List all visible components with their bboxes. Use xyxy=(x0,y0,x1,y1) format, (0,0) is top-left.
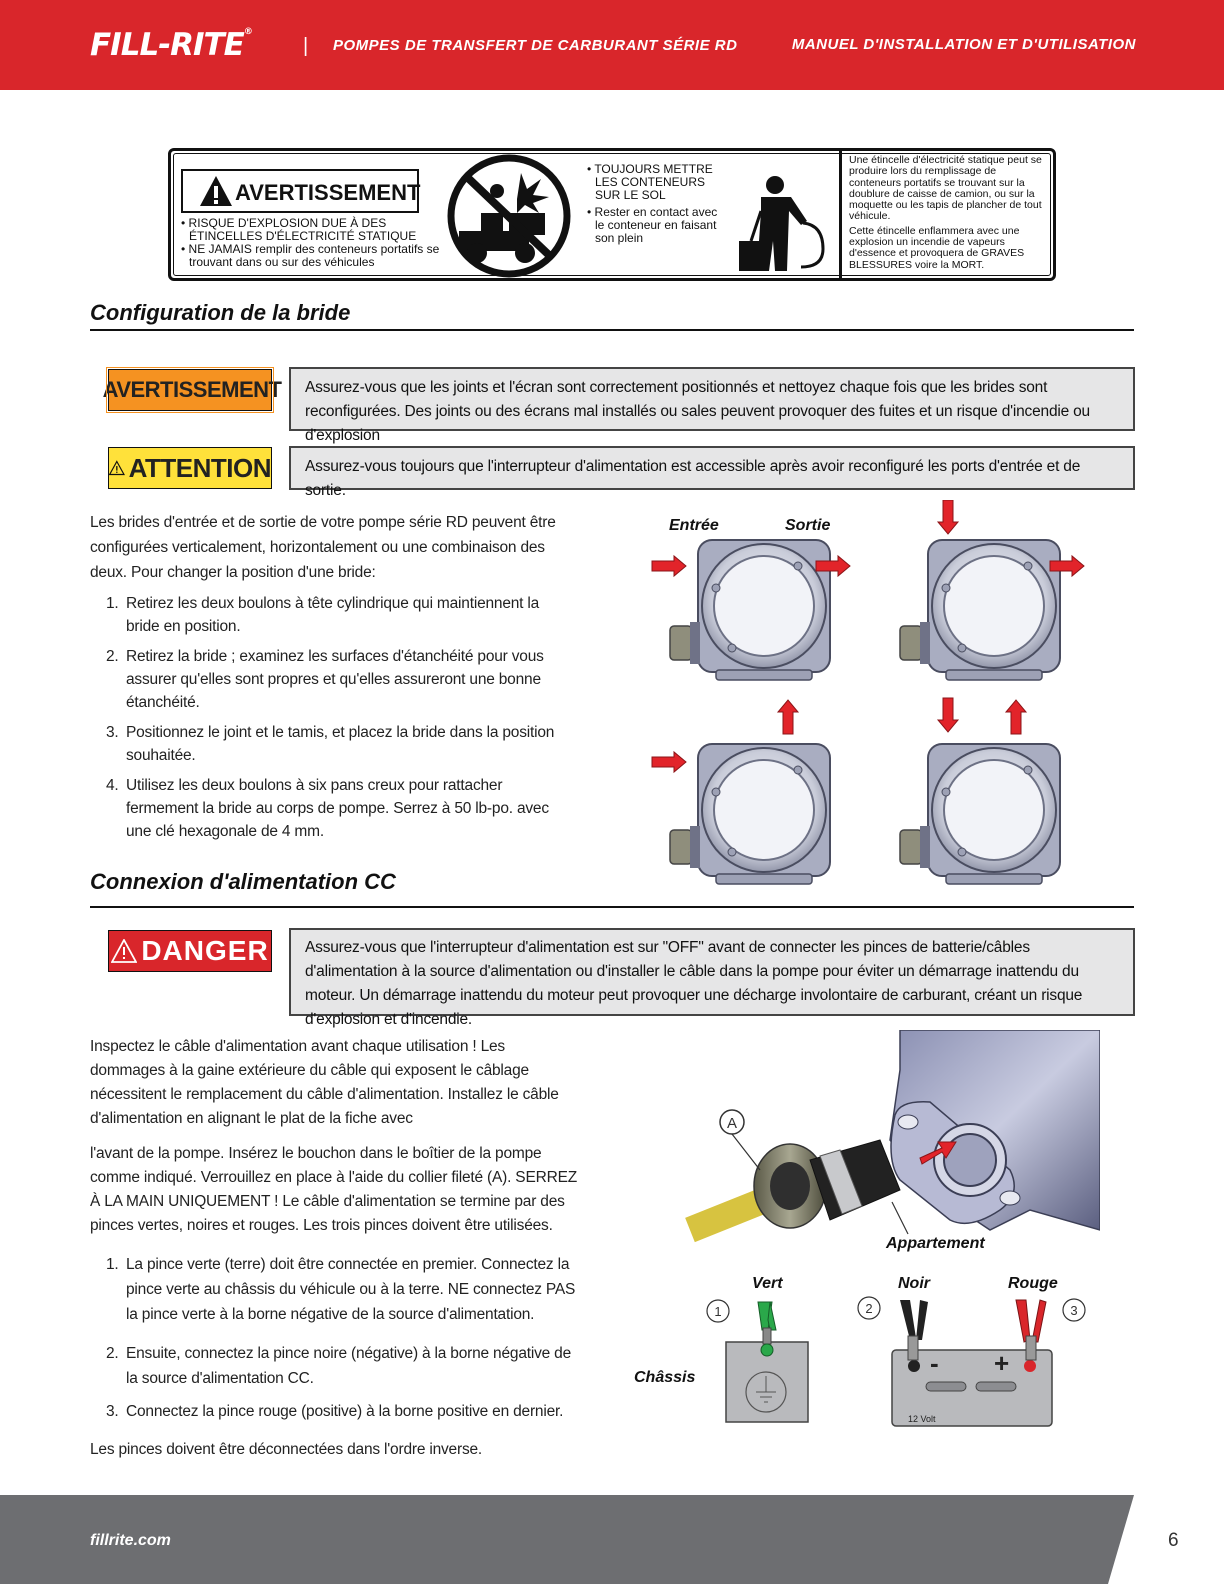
list-item: 3. Positionnez le joint et le tamis, et placez la bride dans la position souhaitée. xyxy=(106,724,555,764)
caution-badge: ATTENTION xyxy=(108,447,272,489)
footer-band xyxy=(0,1495,1224,1584)
warning-triangle-icon xyxy=(109,457,125,479)
label-right-text: Une étincelle d'électricité statique peut se produire lors du remplissage de conteneurs portatifs se trouvant sur la doublure de caisse de camion, ou sur la moquette ou les tapis de plancher de tout véhicule. Cette étincelle enflammera avec une explosion un incendie de vapeurs d'essence et provoquera de GRAVES BLESSURES voire la MORT. xyxy=(849,154,1042,271)
section-divider xyxy=(90,906,1134,908)
mating-label: Appartement xyxy=(886,1235,985,1252)
battery-plus-sign: + xyxy=(994,1348,1010,1378)
caution-notice: Assurez-vous toujours que l'interrupteur d'alimentation est accessible après avoir reconfiguré les ports d'entrée et de sortie. xyxy=(289,446,1135,490)
section-divider xyxy=(90,329,1134,331)
flange-configuration-figure xyxy=(650,500,1090,890)
footer-website-link[interactable]: fillrite.com xyxy=(90,1532,171,1549)
warning-triangle-icon xyxy=(111,939,137,963)
battery-voltage-label: 12 Volt xyxy=(908,1414,936,1424)
list-item: 1. Retirez les deux boulons à tête cylindrique qui maintiennent la bride en position. xyxy=(106,595,540,635)
power-intro-1: Inspectez le câble d'alimentation avant chaque utilisation ! Les dommages à la gaine extérieure du câble qui exposent le câblage nécessitent le remplacement du câble d'alimentation. Installez le câble d'alimentation en alignant le plat de la fiche avec xyxy=(90,1038,559,1127)
power-outro: Les pinces doivent être déconnectées dans l'ordre inverse. xyxy=(90,1441,483,1458)
battery-minus-sign: - xyxy=(930,1348,939,1378)
black-clamp-label: Noir xyxy=(898,1275,930,1292)
power-steps xyxy=(106,1252,586,1431)
flange-section-title: Configuration de la bride xyxy=(90,300,351,325)
header-product-title: POMPES DE TRANSFERT DE CARBURANT SÉRIE RD xyxy=(333,37,738,54)
danger-badge: DANGER xyxy=(108,930,272,972)
list-item: 3. Connectez la pince rouge (positive) à la borne positive en dernier. xyxy=(106,1403,564,1420)
label-warning-heading: AVERTISSEMENT xyxy=(181,169,419,213)
step-3-callout: 3 xyxy=(1070,1303,1078,1318)
outlet-label: Sortie xyxy=(785,517,831,534)
warning-triangle-icon xyxy=(199,174,233,208)
static-warning-label xyxy=(168,148,1056,281)
flange-intro: Les brides d'entrée et de sortie de votre pompe série RD peuvent être configurées verticalement, horizontalement ou une combinaison des deux. Pour changer la position d'une bride: xyxy=(90,514,556,581)
power-connection-figure xyxy=(630,1030,1100,1450)
page-number: 6 xyxy=(1168,1530,1179,1551)
warning-badge: AVERTISSEMENT xyxy=(108,369,272,411)
header-separator: | xyxy=(303,35,309,57)
flange-steps xyxy=(106,592,576,850)
fill-on-ground-icon xyxy=(731,171,835,273)
list-item: 4. Utilisez les deux boulons à six pans creux pour rattacher fermement la bride au corps de pompe. Serrez à 50 lb-po. avec une clé hexagonale de 4 mm. xyxy=(106,777,549,840)
list-item: 2. Ensuite, connectez la pince noire (négative) à la borne négative de la source d'alimentation CC. xyxy=(106,1345,572,1387)
page-header xyxy=(0,0,1224,90)
red-clamp-label: Rouge xyxy=(1008,1275,1058,1292)
chassis-label: Châssis xyxy=(634,1369,696,1386)
list-item: 2. Retirez la bride ; examinez les surfaces d'étanchéité pour vous assurer qu'elles sont propres et qu'elles assureront une bonne étanchéité. xyxy=(106,648,544,711)
warning-notice: Assurez-vous que les joints et l'écran sont correctement positionnés et nettoyez chaque fois que les brides sont reconfigurées. Des joints ou des écrans mal installés ou sales peuvent provoquer des fuites et un risque d'incendie ou d'explosion xyxy=(289,367,1135,431)
inlet-label: Entrée xyxy=(669,517,719,534)
step-2-callout: 2 xyxy=(865,1301,873,1316)
green-clamp-label: Vert xyxy=(752,1275,783,1292)
step-1-callout: 1 xyxy=(714,1304,722,1319)
callout-a: A xyxy=(726,1115,738,1132)
label-left-items: • RISQUE D'EXPLOSION DUE À DES ÉTINCELLES D'ÉLECTRICITÉ STATIQUE • NE JAMAIS remplir des conteneurs portatifs se trouvant dans ou sur des véhicules xyxy=(181,216,440,269)
list-item: 1. La pince verte (terre) doit être connectée en premier. Connectez la pince verte au châssis du véhicule ou à la terre. NE connectez PAS la pince verte à la borne négative de la source d'alimentation. xyxy=(106,1256,576,1323)
power-section-title: Connexion d'alimentation CC xyxy=(90,869,396,894)
label-middle-items: • TOUJOURS METTRE LES CONTENEURS SUR LE SOL • Rester en contact avec le conteneur en faisant son plein xyxy=(587,162,718,245)
no-fill-in-vehicle-icon xyxy=(441,153,577,279)
header-manual-title: MANUEL D'INSTALLATION ET D'UTILISATION xyxy=(791,36,1136,53)
danger-notice: Assurez-vous que l'interrupteur d'alimentation est sur "OFF" avant de connecter les pinces de batterie/câbles d'alimentation à la source d'alimentation ou d'installer le câble dans la pompe pour éviter un démarrage inattendu du moteur. Un démarrage inattendu du moteur peut provoquer une décharge involontaire de carburant, créant un risque d'explosion et d'incendie. xyxy=(289,928,1135,1016)
fill-rite-logo: FILL-RITE® xyxy=(90,27,252,63)
power-intro-2: l'avant de la pompe. Insérez le bouchon dans le boîtier de la pompe comme indiqué. Verrouillez en place à l'aide du collier fileté (A). SERREZ À LA MAIN UNIQUEMENT ! Le câble d'alimentation se termine par des pinces vertes, noires et rouges. Les trois pinces doivent être utilisées. xyxy=(90,1145,577,1234)
